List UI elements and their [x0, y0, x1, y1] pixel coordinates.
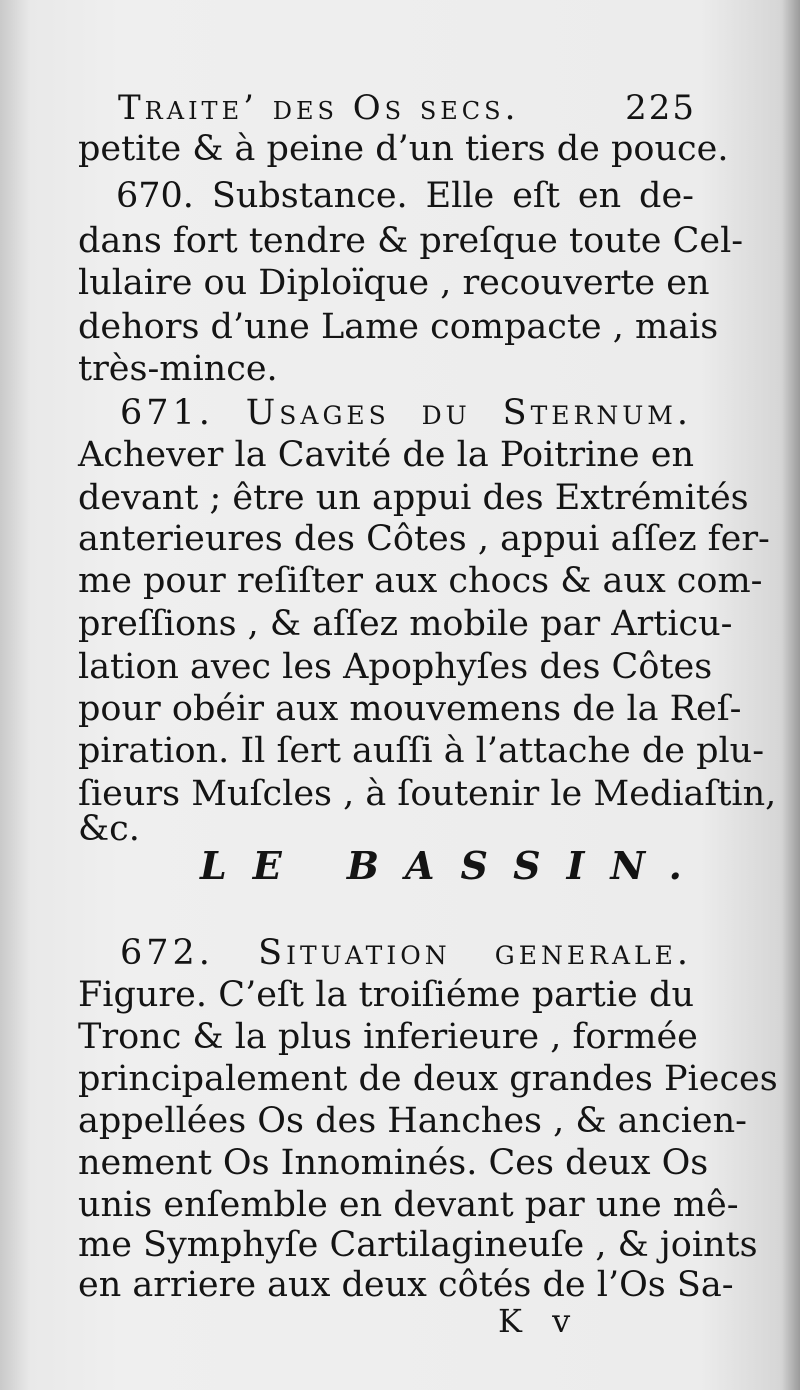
text-line: preſſions , & aſſez mobile par Articu-	[78, 604, 733, 644]
text-line: principalement de deux grandes Pieces	[78, 1059, 778, 1099]
text-line: Figure. C’eſt la troiſiéme partie du	[78, 975, 694, 1015]
text-line: très-mince.	[78, 349, 278, 389]
text-line: dans fort tendre & preſque toute Cel-	[78, 221, 744, 261]
text-line: 671. Usages du Sternum.	[120, 393, 692, 433]
text-line: petite & à peine d’un tiers de pouce.	[78, 129, 729, 169]
text-line: lulaire ou Diploïque , recouverte en	[78, 263, 710, 303]
signature-mark: K v	[498, 1302, 581, 1340]
text-line: Achever la Cavité de la Poitrine en	[78, 435, 694, 475]
running-head	[118, 88, 696, 128]
text-line: 670. Substance. Elle eſt en de-	[116, 176, 694, 216]
text-line: appellées Os des Hanches , & ancien-	[78, 1101, 747, 1141]
page-number: 225	[625, 88, 696, 128]
text-line: devant ; être un appui des Extrémités	[78, 478, 749, 518]
text-line: ſieurs Muſcles , à ſoutenir le Mediaſtin,	[78, 774, 777, 814]
text-line: dehors d’une Lame compacte , mais	[78, 307, 719, 347]
text-line: &c.	[78, 809, 140, 849]
text-line: anterieures des Côtes , appui aſſez fer-	[78, 519, 770, 559]
section-heading: LE BASSIN.	[200, 843, 708, 888]
page-edge-shadow	[782, 0, 800, 1390]
text-line: Tronc & la plus inferieure , formée	[78, 1017, 698, 1057]
text-line: 672. Situation generale.	[120, 933, 692, 973]
text-line: me Symphyſe Cartilagineuſe , & joints	[78, 1225, 758, 1265]
text-line: lation avec les Apophyſes des Côtes	[78, 647, 713, 687]
text-line: pour obéir aux mouvemens de la Reſ-	[78, 689, 742, 729]
text-line: piration. Il ſert auſſi à l’attache de plu-	[78, 731, 765, 771]
text-line: en arriere aux deux côtés de l’Os Sa-	[78, 1265, 734, 1305]
text-line: nement Os Innominés. Ces deux Os	[78, 1143, 709, 1183]
text-line: unis enſemble en devant par une mê-	[78, 1185, 739, 1225]
running-head-title: Traite’ des Os secs.	[118, 88, 520, 128]
text-line: me pour reſiſter aux chocs & aux com-	[78, 561, 763, 601]
